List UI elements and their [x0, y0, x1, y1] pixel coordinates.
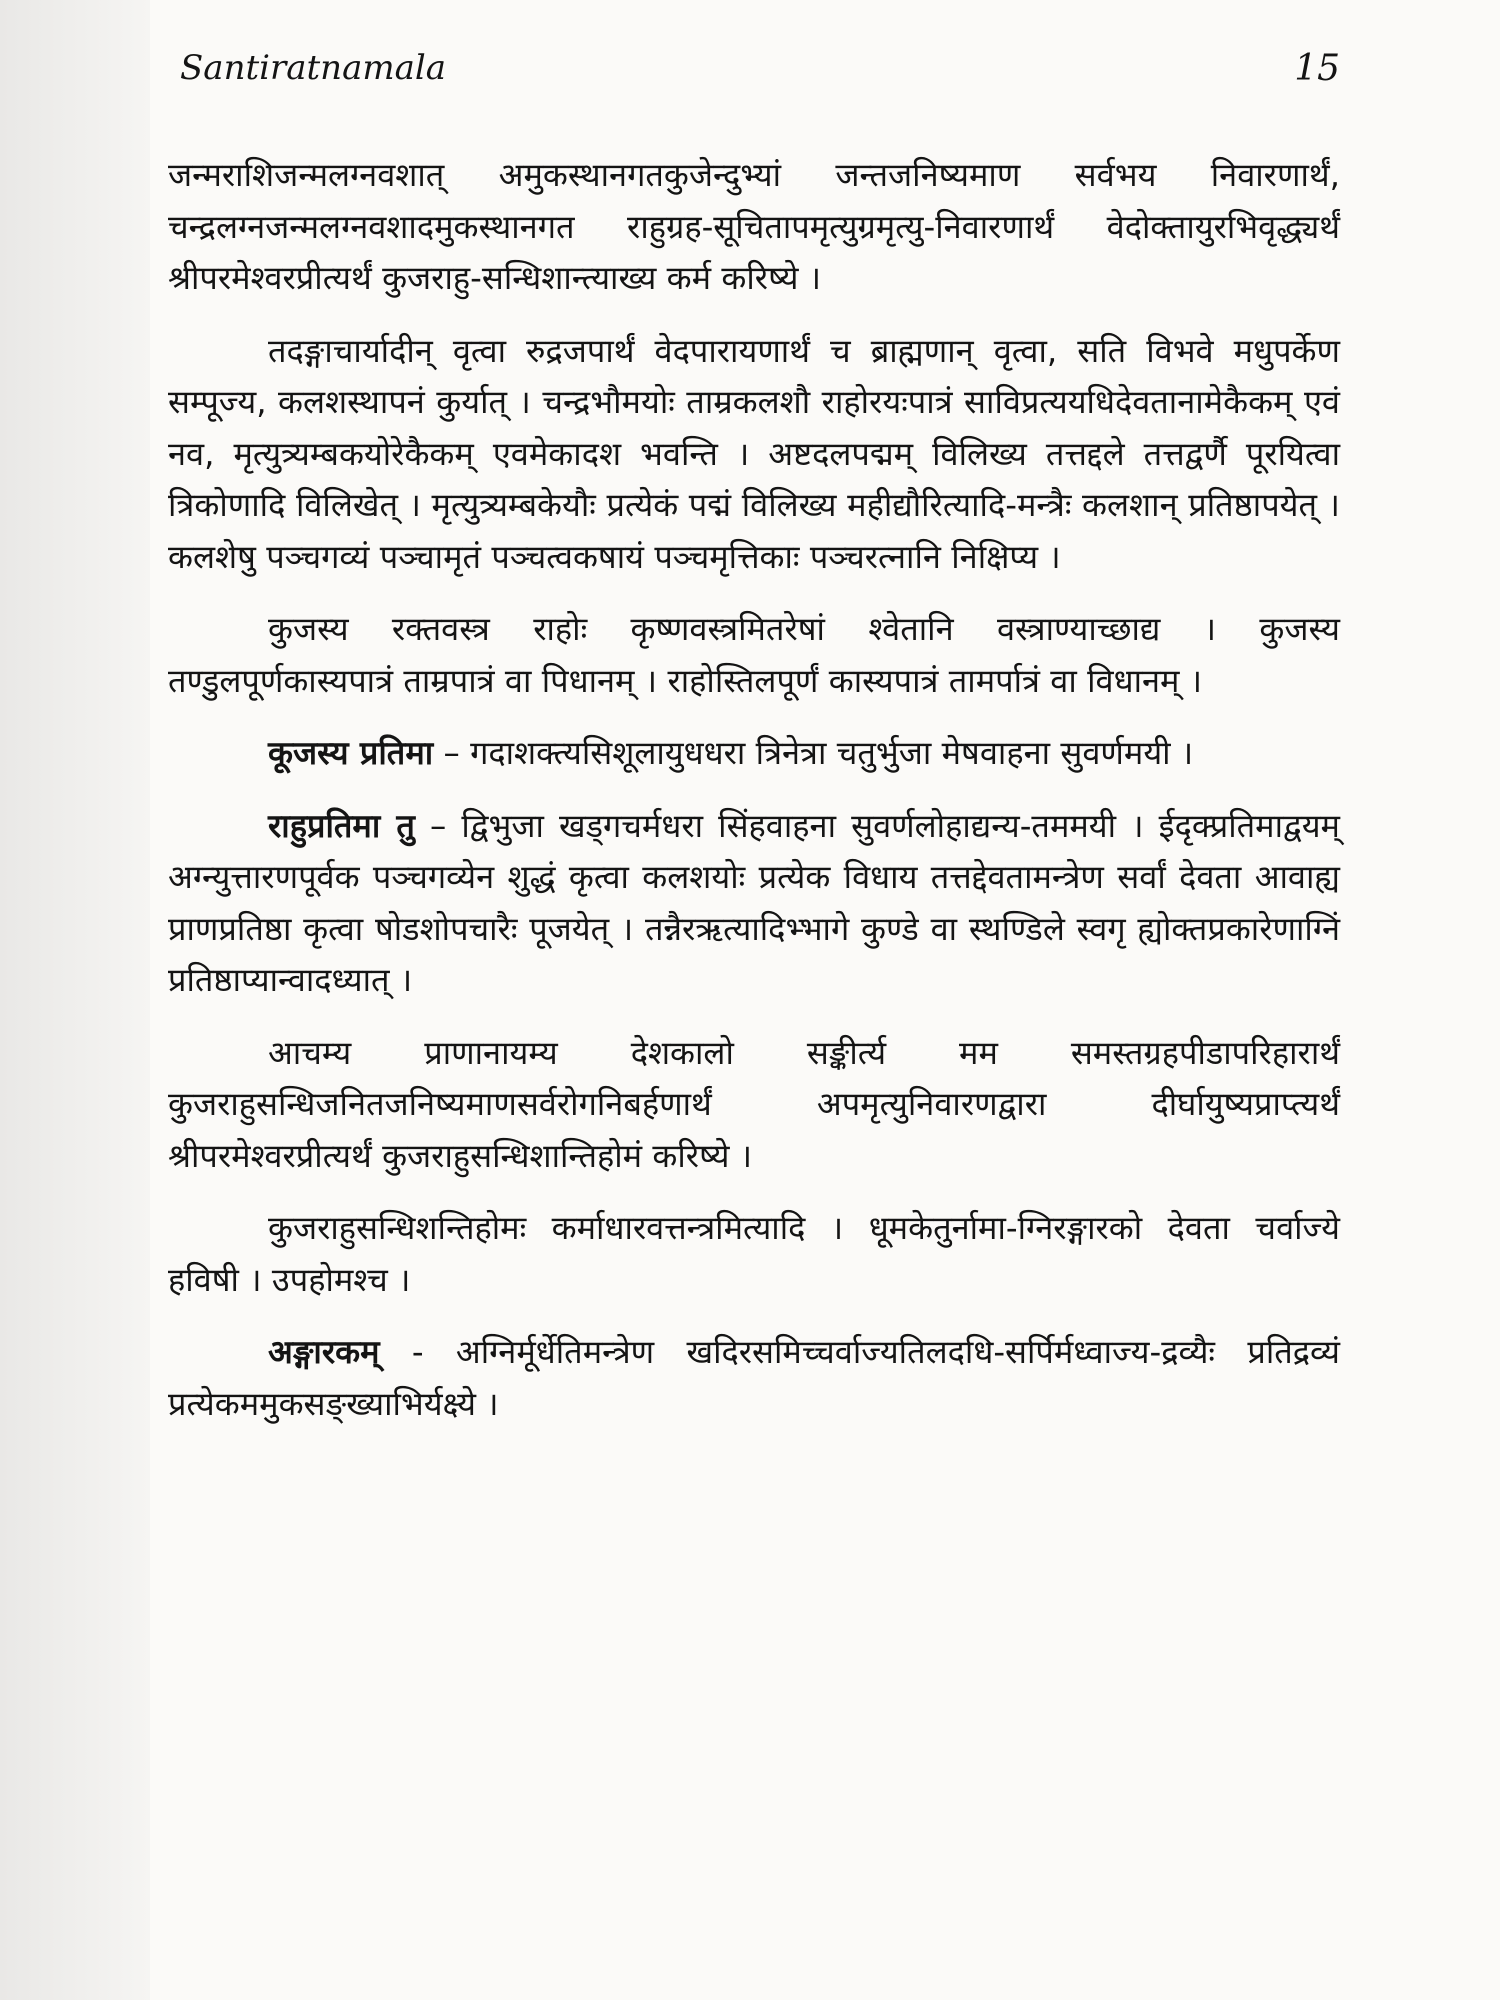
- page-body: [168, 150, 1340, 1451]
- angarakam-text: - अग्निर्मूर्धेतिमन्त्रेण खदिरसमिच्चर्वाज्यतिलदधि-सर्पिर्मध्वाज्य-द्रव्यैः प्रतिद्रव्यं प्रत्येकममुकसङ्ख्याभिर्यक्ष्ये ।: [168, 1333, 1340, 1423]
- book-gutter-shadow: [0, 0, 150, 2000]
- paragraph-6: [168, 1028, 1340, 1183]
- paragraph-rahu-pratima: [168, 801, 1340, 1007]
- angarakam-heading: अङ्गारकम्: [268, 1333, 380, 1371]
- paragraph-6-text: आचम्य प्राणानायम्य देशकालो सङ्कीर्त्य मम समस्तग्रहपीडापरिहारार्थं कुजराहुसन्धिजनितजनिष्यमाणसर्वरोगनिबर्हणार्थं अपमृत्युनिवारणद्वारा दीर्घायुष्यप्राप्त्यर्थं श्रीपरमेश्वरप्रीत्यर्थं कुजराहुसन्धिशान्तिहोमं करिष्ये ।: [168, 1033, 1340, 1175]
- rahu-pratima-heading: राहुप्रतिमा तु: [268, 806, 415, 845]
- paragraph-2: [168, 326, 1340, 584]
- paragraph-1: [168, 150, 1340, 305]
- paragraph-kuja-pratima: [168, 728, 1340, 780]
- running-title: Santiratnamala: [180, 48, 447, 88]
- paragraph-2-text: तदङ्गाचार्यादीन् वृत्वा रुद्रजपार्थं वेदपारायणार्थं च ब्राह्मणान् वृत्वा, सति विभवे मधुपर्केण सम्पूज्य, कलशस्थापनं कुर्यात् । चन्द्रभौमयोः ताम्रकलशौ राहोरयःपात्रं साविप्रत्ययधिदेवतानामेकैकम् एवं नव, मृत्युत्र्यम्बकयोरेकैकम् एवमेकादश भवन्ति । अष्टदलपद्मम् विलिख्य तत्तद्दले तत्तद्वर्णै पूरयित्वा त्रिकोणादि विलिखेत् । मृत्युत्र्यम्बकेयौः प्रत्येकं पद्मं विलिख्य महीद्यौरित्यादि-मन्त्रैः कलशान् प्रतिष्ठापयेत् । कलशेषु पञ्चगव्यं पञ्चामृतं पञ्चत्वकषायं पञ्चमृत्तिकाः पञ्चरत्नानि निक्षिप्य ।: [168, 331, 1340, 576]
- kuja-pratima-text: – गदाशक्त्यसिशूलायुधधरा त्रिनेत्रा चतुर्भुजा मेषवाहना सुवर्णमयी ।: [433, 734, 1194, 772]
- kuja-pratima-heading: कूजस्य प्रतिमा: [268, 734, 434, 772]
- paragraph-7-text: कुजराहुसन्धिशन्तिहोमः कर्माधारवत्तन्त्रमित्यादि । धूमकेतुर्नामा-ग्निरङ्गारको देवता चर्वाज्ये हविषी । उपहोमश्च ।: [168, 1209, 1340, 1299]
- paragraph-angarakam: [168, 1327, 1340, 1430]
- rahu-pratima-text: – द्विभुजा खड्गचर्मधरा सिंहवाहना सुवर्णलोहाद्यन्य-तममयी । ईदृक्प्रतिमाद्वयम् अग्न्युत्तारणपूर्वक पञ्चगव्येन शुद्धं कृत्वा कलशयोः प्रत्येक विधाय तत्तद्देवतामन्त्रेण सर्वां देवता आवाह्य प्राणप्रतिष्ठा कृत्वा षोडशोपचारैः पूजयेत् । तन्नैरऋत्यादिभ्भागे कुण्डे वा स्थण्डिले स्वगृ ह्योक्तप्रकारेणाग्निं प्रतिष्ठाप्यान्वादध्यात् ।: [168, 806, 1340, 999]
- page-header: [180, 48, 1340, 98]
- page-number: 15: [1294, 48, 1340, 89]
- paragraph-7: [168, 1203, 1340, 1306]
- paragraph-1-text: जन्मराशिजन्मलग्नवशात् अमुकस्थानगतकुजेन्दुभ्यां जन्तजनिष्यमाण सर्वभय निवारणार्थं, चन्द्रलग्नजन्मलग्नवशादमुकस्थानगत राहुग्रह-सूचितापमृत्युग्रमृत्यु-निवारणार्थं वेदोक्तायुरभिवृद्ध्यर्थं श्रीपरमेश्वरप्रीत्यर्थं कुजराहु-सन्धिशान्त्याख्य कर्म करिष्ये ।: [168, 156, 1340, 297]
- paragraph-3-text: कुजस्य रक्तवस्त्र राहोः कृष्णवस्त्रमितरेषां श्वेतानि वस्त्राण्याच्छाद्य । कुजस्य तण्डुलपूर्णकास्यपात्रं ताम्रपात्रं वा पिधानम् । राहोस्तिलपूर्णं कास्यपात्रं तामर्पात्रं वा विधानम् ।: [168, 610, 1340, 700]
- paragraph-3: [168, 604, 1340, 707]
